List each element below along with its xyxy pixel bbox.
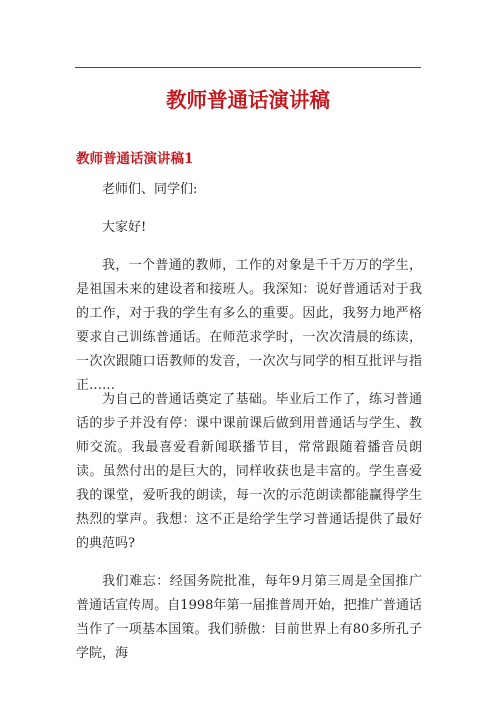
paragraph-greeting: 老师们、同学们: <box>102 182 198 197</box>
paragraph-body-2: 为自己的普通话奠定了基础。毕业后工作了，练习普通话的步子并没有停：课中课前课后做到用普通话与学生、教师交流。我最喜爱看新闻联播节目，常常跟随着播音员朗读。虽然付出的是巨大的，同样收获也是丰富的。学生喜爱我的课堂，爱听我的朗读，每一次的示范朗读都能赢得学生热烈的掌声。我想：这不正是给学生学习普通话提供了最好的典范吗? <box>76 392 422 551</box>
paragraph-salutation: 大家好! <box>102 220 147 235</box>
section-heading: 教师普通话演讲稿1 <box>76 151 194 167</box>
document-title: 教师普通话演讲稿 <box>166 88 330 112</box>
paragraph-body-1: 我，一个普通的教师，工作的对象是千千万万的学生，是祖国未来的建设者和接班人。我深知：说好普通话对于我的工作，对于我的学生有多么的重要。因此，我努力地严格要求自己训练普通话。在师范求学时，一次次清晨的练读，一次次跟随口语教师的发音，一次次与同学的相互批评与指正…… <box>76 258 422 393</box>
paragraph-body-3: 我们难忘：经国务院批准，每年9月第三周是全国推广普通话宣传周。自1998年第一届推普周开始，把推广普通话当作了一项基本国策。我们骄傲：目前世界上有80多所孔子学院，海 <box>76 574 422 661</box>
header-divider <box>75 67 421 68</box>
